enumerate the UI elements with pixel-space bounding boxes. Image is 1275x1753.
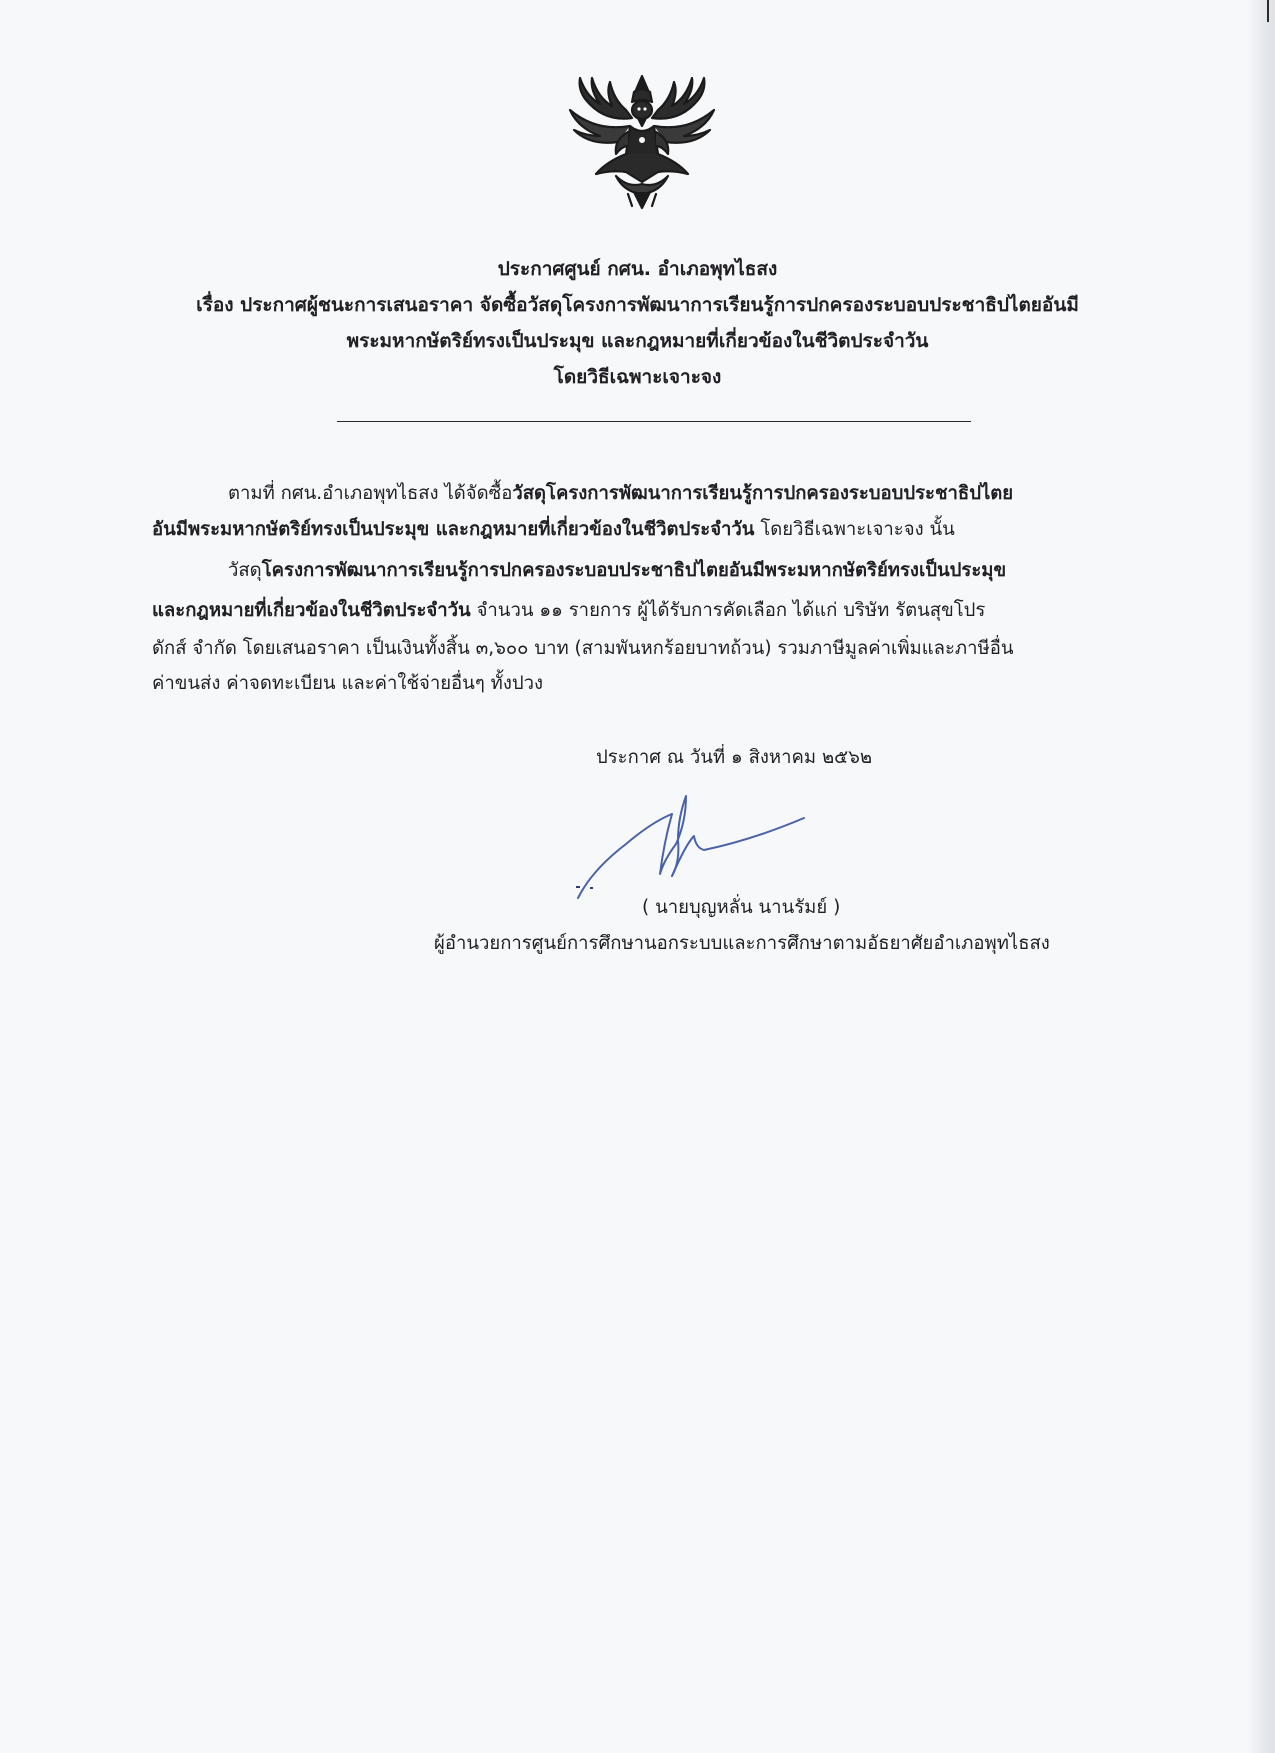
subject-line-1: เรื่อง ประกาศผู้ชนะการเสนอราคา จัดซื้อวัสดุโครงการพัฒนาการเรียนรู้การปกครองระบอบประชาธิปไตยอันมี <box>196 294 1079 316</box>
paragraph-2-text-2: จำนวน ๑๑ รายการ ผู้ได้รับการคัดเลือก ได้แก่ บริษัท รัตนสุขโปร <box>470 600 986 621</box>
announcement-title: ประกาศศูนย์ กศน. อำเภอพุทไธสง <box>497 258 778 280</box>
announcement-date: ประกาศ ณ วันที่ ๑ สิงหาคม ๒๕๖๒ <box>596 747 873 768</box>
paragraph-1-bold-text: วัสดุโครงการพัฒนาการเรียนรู้การปกครองระบอบประชาธิปไตย <box>512 483 1014 504</box>
signer-title: ผู้อำนวยการศูนย์การศึกษานอกระบบและการศึกษาตามอัธยาศัยอำเภอพุทไธสง <box>434 933 1050 954</box>
scan-edge-mark <box>1267 0 1269 22</box>
heading-divider <box>337 421 971 422</box>
paragraph-2-bold-text: โครงการพัฒนาการเรียนรู้การปกครองระบอบประชาธิปไตยอันมีพระมหากษัตริย์ทรงเป็นประมุข <box>261 560 1007 581</box>
paragraph-2-text: วัสดุ <box>228 560 262 581</box>
paragraph-2-bold-text-2: และกฎหมายที่เกี่ยวข้องในชีวิตประจำวัน <box>152 600 471 621</box>
paragraph-1-text-2: โดยวิธีเฉพาะเจาะจง นั้น <box>754 519 955 540</box>
paragraph-1-text: ตามที่ กศน.อำเภอพุทไธสง ได้จัดซื้อ <box>228 483 513 504</box>
paragraph-2-line-1 <box>228 556 1006 586</box>
garuda-emblem-icon <box>556 70 728 210</box>
signer-name: ( นายบุญหลั่น นานรัมย์ ) <box>642 897 841 918</box>
ink-dot <box>576 886 580 888</box>
ink-dot-2 <box>590 887 593 889</box>
subject-line-2: พระมหากษัตริย์ทรงเป็นประมุข และกฎหมายที่เกี่ยวข้องในชีวิตประจำวัน <box>346 330 929 352</box>
handwritten-signature <box>568 782 898 904</box>
paragraph-2-line-4: ค่าขนส่ง ค่าจดทะเบียน และค่าใช้จ่ายอื่นๆ ทั้งปวง <box>152 673 544 694</box>
paragraph-1-line-1 <box>228 479 1013 509</box>
subject-line-3: โดยวิธีเฉพาะเจาะจง <box>553 366 722 388</box>
paragraph-2-line-2 <box>152 596 985 626</box>
paragraph-1-bold-text-2: อันมีพระมหากษัตริย์ทรงเป็นประมุข และกฎหมายที่เกี่ยวข้องในชีวิตประจำวัน <box>152 519 755 540</box>
paragraph-2-line-3: ดักส์ จำกัด โดยเสนอราคา เป็นเงินทั้งสิ้น ๓,๖๐๐ บาท (สามพันหกร้อยบาทถ้วน) รวมภาษีมูลค่าเพิ่มและภาษีอื่น <box>152 638 1014 659</box>
paragraph-1-line-2 <box>152 515 955 545</box>
